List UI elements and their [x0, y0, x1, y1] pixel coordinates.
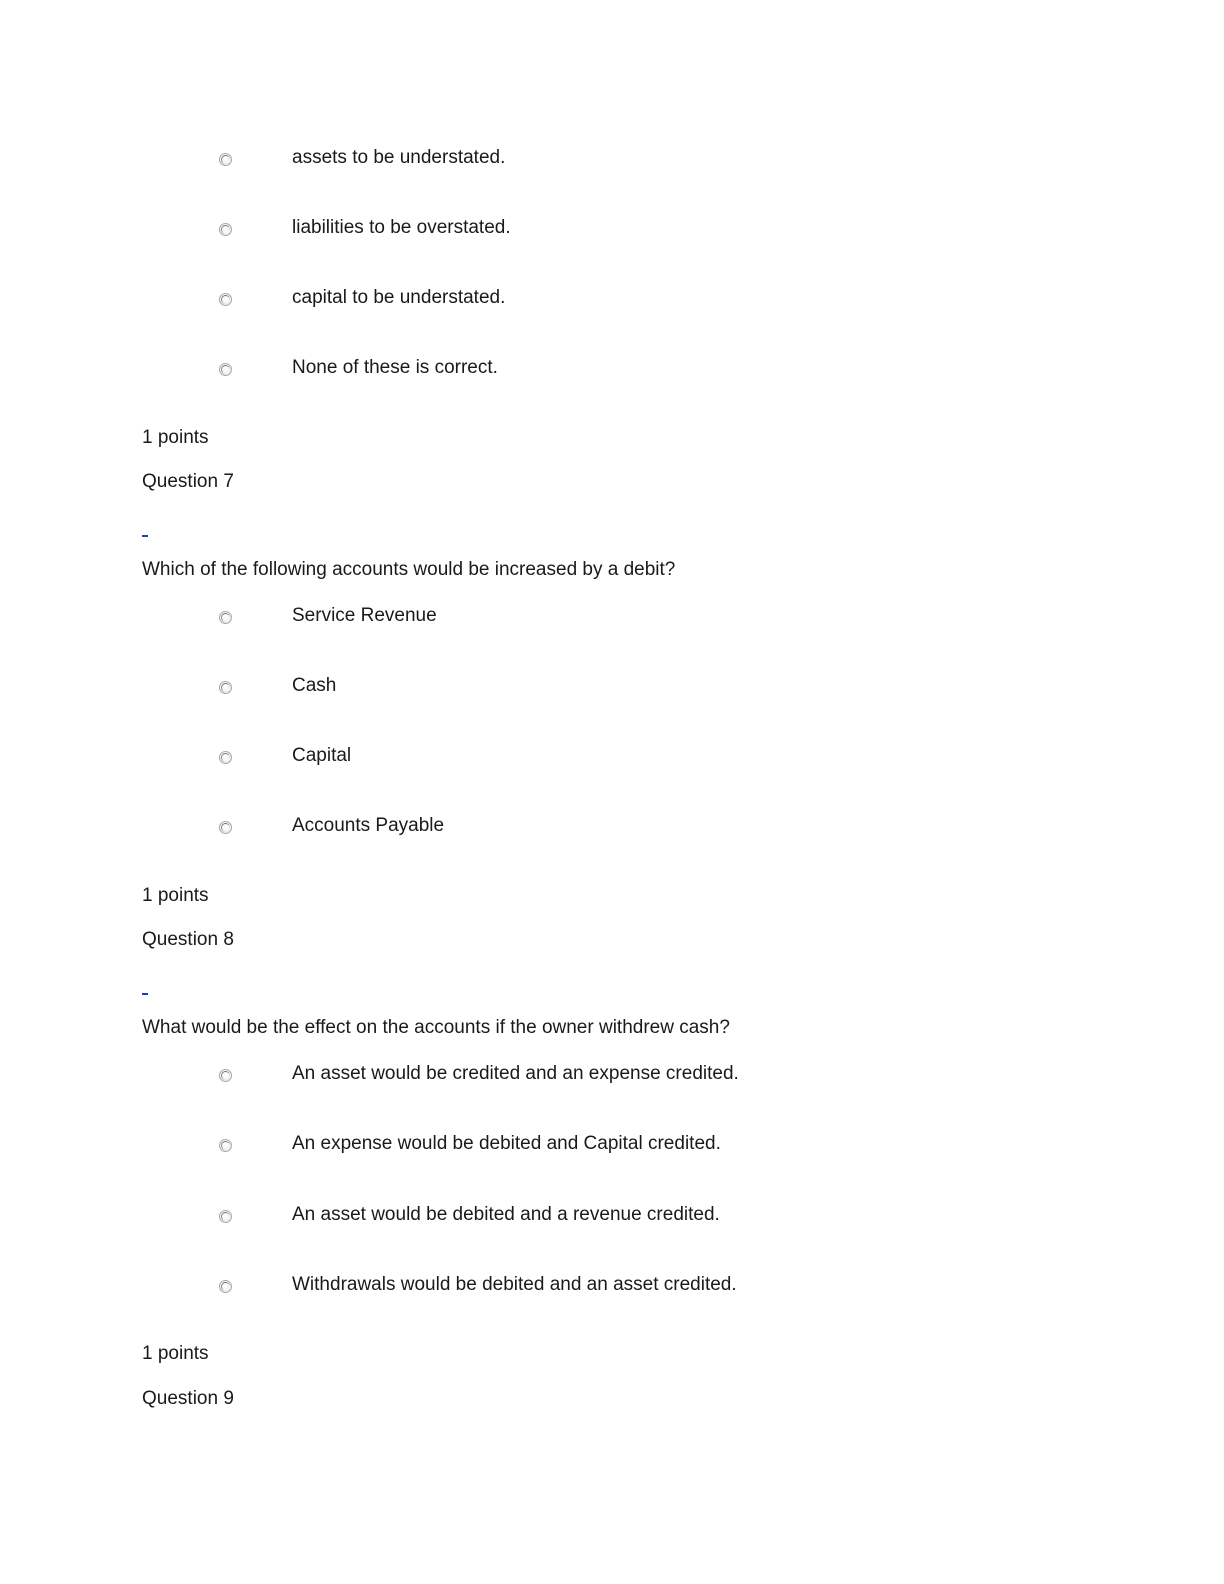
q8-option-3-label: An asset would be debited and a revenue credited.	[292, 1204, 720, 1225]
q8-option-3-radio[interactable]	[219, 1210, 232, 1223]
q8-option-2-label: An expense would be debited and Capital credited.	[292, 1133, 721, 1154]
q7-points: 1 points	[142, 885, 209, 906]
q7-option-4-radio[interactable]	[219, 821, 232, 834]
q8-option-2-radio[interactable]	[219, 1139, 232, 1152]
q7-title: Question 7	[142, 471, 234, 492]
q7-option-1-radio[interactable]	[219, 611, 232, 624]
q7-option-3-radio[interactable]	[219, 751, 232, 764]
q6-option-4-label: None of these is correct.	[292, 357, 498, 378]
q6-option-4-radio[interactable]	[219, 363, 232, 376]
q7-flag-link[interactable]	[142, 535, 148, 537]
q7-option-2-radio[interactable]	[219, 681, 232, 694]
q8-title: Question 8	[142, 929, 234, 950]
q6-option-2-radio[interactable]	[219, 223, 232, 236]
q6-option-1-label: assets to be understated.	[292, 147, 506, 168]
q8-option-1-radio[interactable]	[219, 1069, 232, 1082]
q8-option-4-label: Withdrawals would be debited and an asset credited.	[292, 1274, 737, 1295]
q7-option-3-label: Capital	[292, 745, 352, 766]
q8-option-1-label: An asset would be credited and an expense credited.	[292, 1063, 739, 1084]
q7-prompt: Which of the following accounts would be increased by a debit?	[142, 559, 676, 580]
q8-prompt: What would be the effect on the accounts if the owner withdrew cash?	[142, 1017, 730, 1038]
q6-option-2-label: liabilities to be overstated.	[292, 217, 511, 238]
q8-option-4-radio[interactable]	[219, 1280, 232, 1293]
q6-points: 1 points	[142, 427, 209, 448]
q8-points: 1 points	[142, 1343, 209, 1364]
q7-option-1-label: Service Revenue	[292, 605, 437, 626]
q6-option-3-radio[interactable]	[219, 293, 232, 306]
q7-option-4-label: Accounts Payable	[292, 815, 445, 836]
q6-option-3-label: capital to be understated.	[292, 287, 506, 308]
q6-option-1-radio[interactable]	[219, 153, 232, 166]
q7-option-2-label: Cash	[292, 675, 337, 696]
q8-flag-link[interactable]	[142, 993, 148, 995]
q9-title: Question 9	[142, 1388, 234, 1409]
